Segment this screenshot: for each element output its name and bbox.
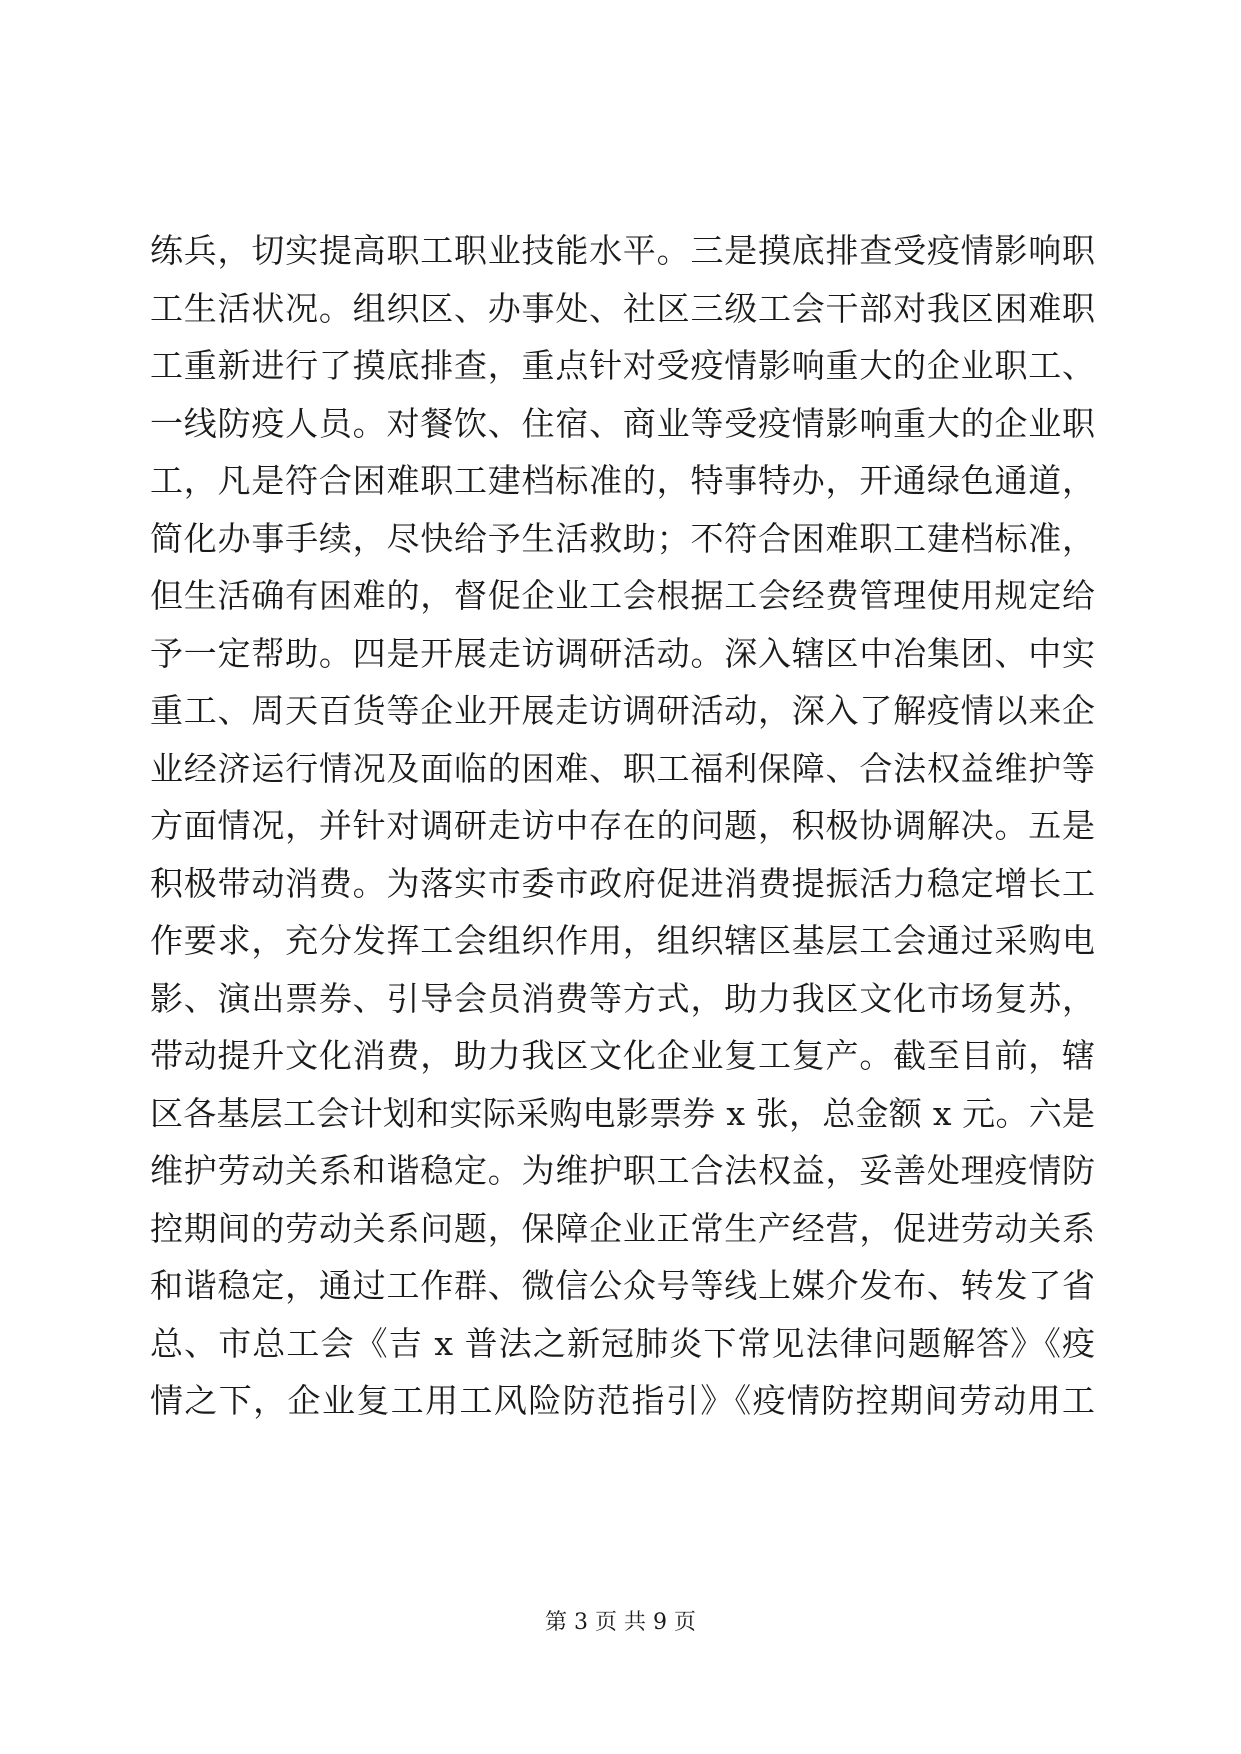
page-footer (0, 1608, 1241, 1638)
text-line: 予一定帮助。四是开展走访调研活动。深入辖区中冶集团、中实 (150, 633, 1095, 673)
text-line: 作要求，充分发挥工会组织作用，组织辖区基层工会通过采购电 (150, 921, 1095, 960)
text-line: 影、演出票券、引导会员消费等方式，助力我区文化市场复苏， (150, 978, 1095, 1018)
text-line: 维护劳动关系和谐稳定。为维护职工合法权益，妥善处理疫情防 (150, 1151, 1095, 1190)
text-line: 简化办事手续，尽快给予生活救助；不符合困难职工建档标准， (150, 518, 1095, 558)
text-line: 方面情况，并针对调研走访中存在的问题，积极协调解决。五是 (150, 806, 1095, 845)
text-line: 重工、周天百货等企业开展走访调研活动，深入了解疫情以来企 (150, 691, 1095, 730)
page-indicator: 第 3 页 共 9 页 (545, 1610, 696, 1635)
text-line: 带动提升文化消费，助力我区文化企业复工复产。截至目前，辖 (150, 1036, 1095, 1075)
text-line: 一线防疫人员。对餐饮、住宿、商业等受疫情影响重大的企业职 (150, 403, 1095, 443)
text-line: 积极带动消费。为落实市委市政府促进消费提振活力稳定增长工 (150, 863, 1095, 903)
text-line: 练兵，切实提高职工职业技能水平。三是摸底排查受疫情影响职 (150, 231, 1095, 270)
text-line: 工，凡是符合困难职工建档标准的，特事特办，开通绿色通道， (150, 461, 1095, 500)
body-text (150, 222, 1095, 1430)
text-line: 情之下，企业复工用工风险防范指引》《疫情防控期间劳动用工 (150, 1381, 1095, 1420)
text-line: 区各基层工会计划和实际采购电影票券 x 张，总金额 x 元。六是 (150, 1093, 1095, 1133)
text-line: 和谐稳定，通过工作群、微信公众号等线上媒介发布、转发了省 (150, 1266, 1095, 1305)
text-line: 控期间的劳动关系问题，保障企业正常生产经营，促进劳动关系 (150, 1208, 1095, 1248)
text-line: 工生活状况。组织区、办事处、社区三级工会干部对我区困难职 (150, 288, 1095, 328)
text-line: 但生活确有困难的，督促企业工会根据工会经费管理使用规定给 (150, 576, 1095, 615)
text-line: 总、市总工会《吉 x 普法之新冠肺炎下常见法律问题解答》《疫 (150, 1323, 1095, 1363)
text-line: 业经济运行情况及面临的困难、职工福利保障、合法权益维护等 (150, 748, 1095, 788)
text-line: 工重新进行了摸底排查，重点针对受疫情影响重大的企业职工、 (150, 346, 1095, 385)
